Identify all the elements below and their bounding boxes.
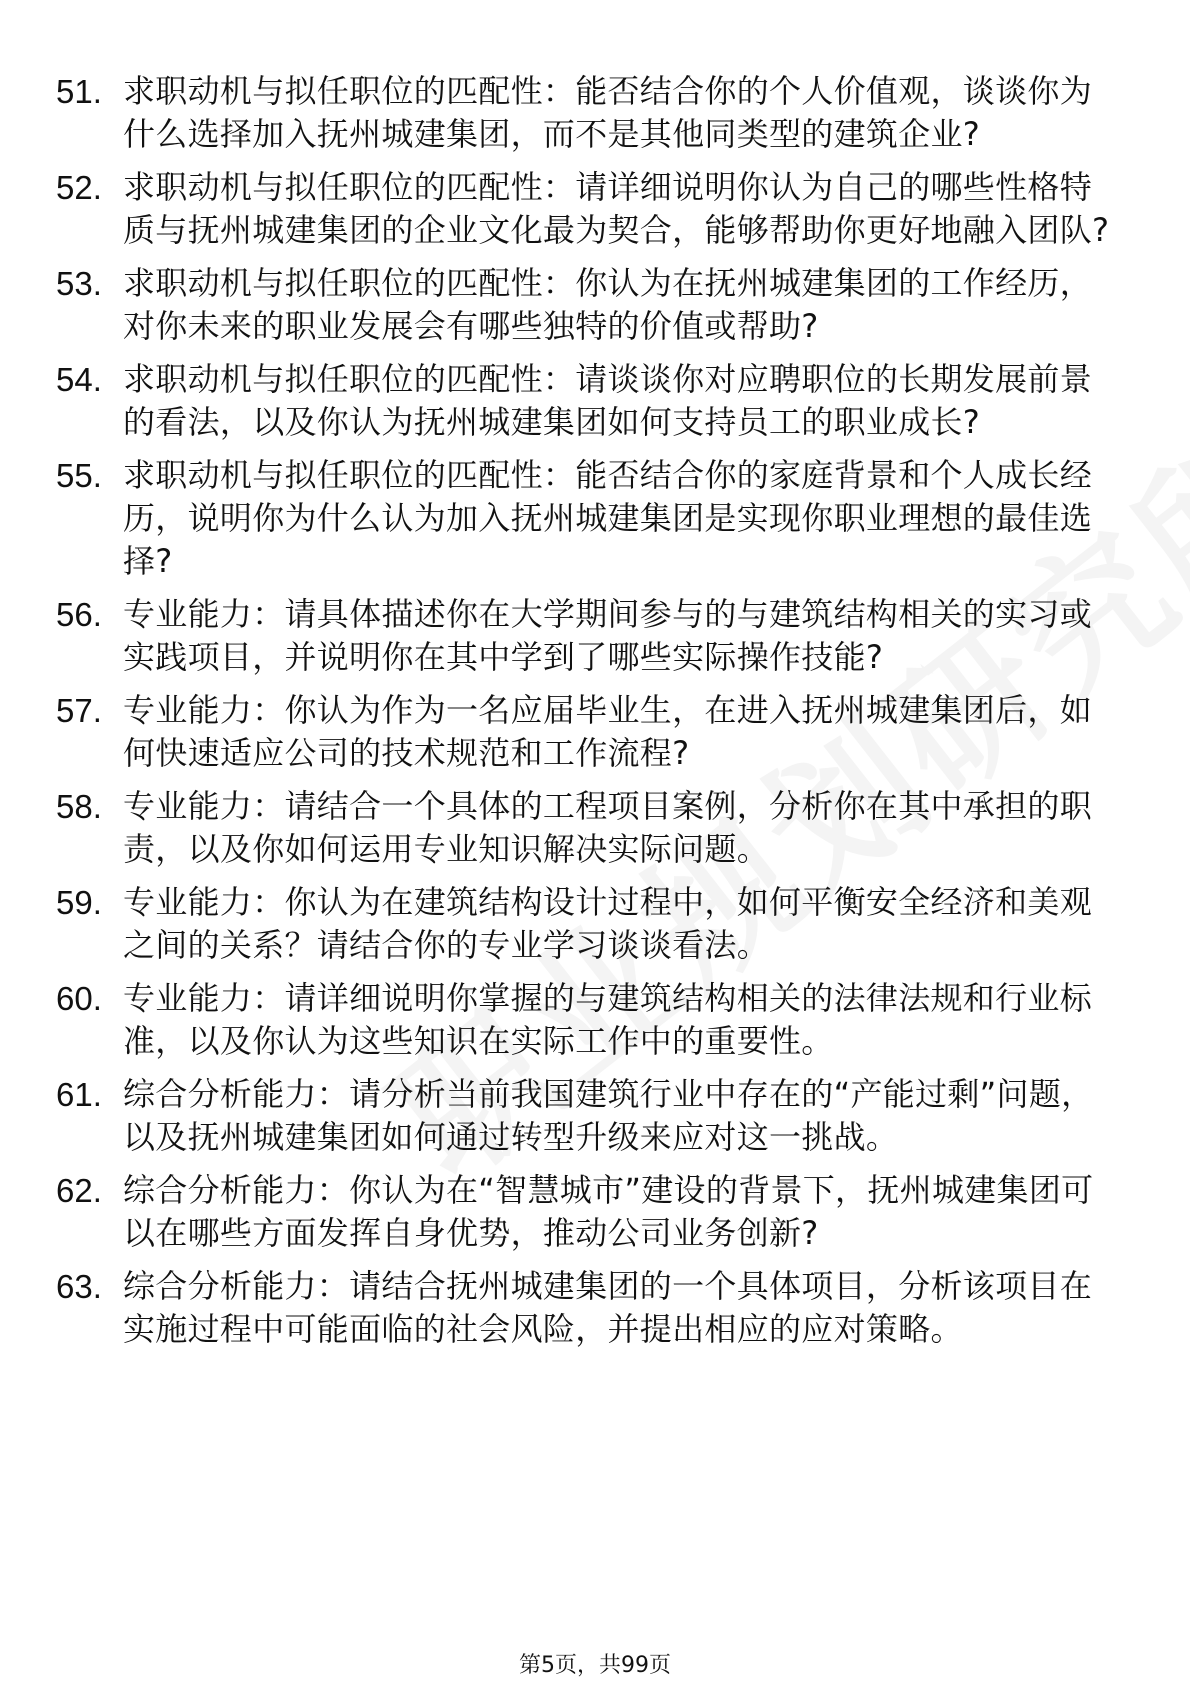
question-list	[56, 70, 1116, 1361]
list-item	[56, 785, 1116, 871]
question-text: 专业能力：请结合一个具体的工程项目案例，分析你在其中承担的职责，以及你如何运用专业知识解决实际问题。	[123, 787, 1093, 868]
list-item	[56, 1169, 1116, 1255]
list-item	[56, 977, 1116, 1063]
question-text: 综合分析能力：请分析当前我国建筑行业中存在的“产能过剩”问题，以及抚州城建集团如何通过转型升级来应对这一挑战。	[123, 1075, 1094, 1156]
question-text: 综合分析能力：你认为在“智慧城市”建设的背景下，抚州城建集团可以在哪些方面发挥自身优势，推动公司业务创新?	[123, 1171, 1094, 1252]
question-number: 56.	[56, 596, 102, 633]
list-item	[56, 881, 1116, 967]
question-text: 专业能力：你认为作为一名应届毕业生，在进入抚州城建集团后，如何快速适应公司的技术规范和工作流程?	[123, 691, 1093, 772]
list-item	[56, 689, 1116, 775]
question-number: 55.	[56, 457, 102, 494]
question-number: 58.	[56, 788, 102, 825]
question-text: 求职动机与拟任职位的匹配性：请谈谈你对应聘职位的长期发展前景的看法，以及你认为抚州城建集团如何支持员工的职业成长?	[123, 360, 1093, 441]
list-item	[56, 262, 1116, 348]
question-number: 63.	[56, 1268, 102, 1305]
question-text: 专业能力：你认为在建筑结构设计过程中，如何平衡安全经济和美观之间的关系？请结合你的专业学习谈谈看法。	[123, 883, 1093, 964]
question-text: 求职动机与拟任职位的匹配性：能否结合你的家庭背景和个人成长经历，说明你为什么认为加入抚州城建集团是实现你职业理想的最佳选择?	[123, 456, 1093, 580]
list-item	[56, 358, 1116, 444]
list-item	[56, 1265, 1116, 1351]
question-text: 求职动机与拟任职位的匹配性：你认为在抚州城建集团的工作经历，对你未来的职业发展会有哪些独特的价值或帮助?	[123, 264, 1093, 345]
list-item	[56, 166, 1116, 252]
question-number: 52.	[56, 169, 102, 206]
question-text: 专业能力：请详细说明你掌握的与建筑结构相关的法律法规和行业标准，以及你认为这些知识在实际工作中的重要性。	[123, 979, 1093, 1060]
list-item	[56, 70, 1116, 156]
question-text: 求职动机与拟任职位的匹配性：请详细说明你认为自己的哪些性格特质与抚州城建集团的企业文化最为契合，能够帮助你更好地融入团队?	[123, 168, 1110, 249]
list-item	[56, 454, 1116, 583]
question-text: 专业能力：请具体描述你在大学期间参与的与建筑结构相关的实习或实践项目，并说明你在其中学到了哪些实际操作技能?	[123, 595, 1093, 676]
list-item	[56, 593, 1116, 679]
page-footer: 第5页，共99页	[519, 1653, 671, 1678]
question-number: 62.	[56, 1172, 102, 1209]
question-number: 59.	[56, 884, 102, 921]
question-text: 求职动机与拟任职位的匹配性：能否结合你的个人价值观，谈谈你为什么选择加入抚州城建集团，而不是其他同类型的建筑企业?	[123, 72, 1093, 153]
question-number: 60.	[56, 980, 102, 1017]
list-item	[56, 1073, 1116, 1159]
question-number: 61.	[56, 1076, 102, 1113]
question-number: 51.	[56, 73, 102, 110]
question-text: 综合分析能力：请结合抚州城建集团的一个具体项目，分析该项目在实施过程中可能面临的社会风险，并提出相应的应对策略。	[123, 1267, 1093, 1348]
question-number: 53.	[56, 265, 102, 302]
question-number: 57.	[56, 692, 102, 729]
question-number: 54.	[56, 361, 102, 398]
